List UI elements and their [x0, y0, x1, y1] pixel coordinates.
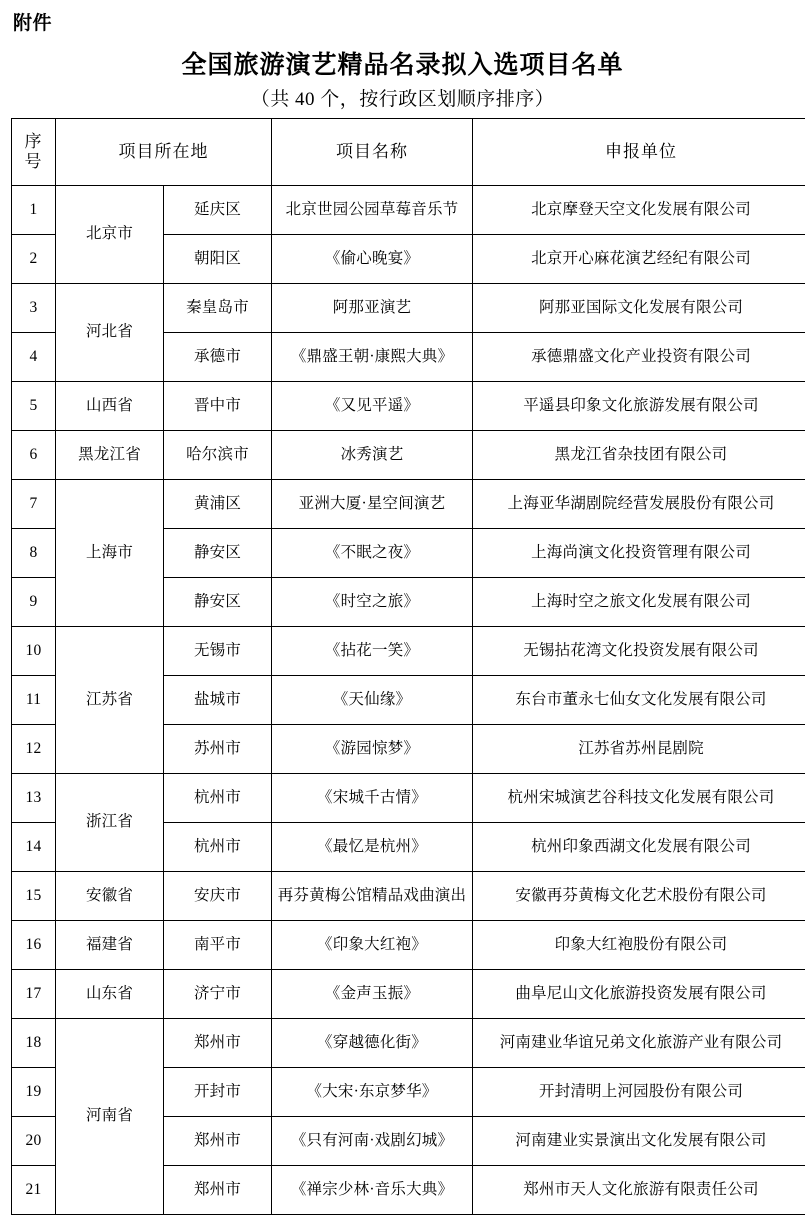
cell-province: 北京市 [56, 186, 164, 284]
cell-sequence: 4 [12, 333, 56, 382]
cell-city: 杭州市 [164, 823, 272, 872]
cell-province: 河南省 [56, 1019, 164, 1215]
cell-applicant-unit: 开封清明上河园股份有限公司 [473, 1068, 805, 1117]
cell-city: 无锡市 [164, 627, 272, 676]
cell-project-name: 《拈花一笑》 [272, 627, 473, 676]
cell-applicant-unit: 北京摩登天空文化发展有限公司 [473, 186, 805, 235]
cell-applicant-unit: 无锡拈花湾文化投资发展有限公司 [473, 627, 805, 676]
cell-project-name: 《偷心晚宴》 [272, 235, 473, 284]
table-body [12, 186, 805, 1215]
cell-sequence: 11 [12, 676, 56, 725]
cell-applicant-unit: 杭州印象西湖文化发展有限公司 [473, 823, 805, 872]
table-row [12, 431, 805, 480]
table-row [12, 921, 805, 970]
cell-project-name: 《又见平遥》 [272, 382, 473, 431]
cell-city: 盐城市 [164, 676, 272, 725]
cell-province: 山西省 [56, 382, 164, 431]
page-title: 全国旅游演艺精品名录拟入选项目名单 [0, 52, 805, 80]
cell-sequence: 5 [12, 382, 56, 431]
cell-project-name: 亚洲大厦·星空间演艺 [272, 480, 473, 529]
cell-project-name: 《穿越德化街》 [272, 1019, 473, 1068]
cell-applicant-unit: 郑州市天人文化旅游有限责任公司 [473, 1166, 805, 1215]
cell-sequence: 14 [12, 823, 56, 872]
cell-city: 秦皇岛市 [164, 284, 272, 333]
cell-city: 郑州市 [164, 1019, 272, 1068]
cell-city: 安庆市 [164, 872, 272, 921]
cell-applicant-unit: 北京开心麻花演艺经纪有限公司 [473, 235, 805, 284]
cell-applicant-unit: 阿那亚国际文化发展有限公司 [473, 284, 805, 333]
cell-applicant-unit: 东台市董永七仙女文化发展有限公司 [473, 676, 805, 725]
cell-province: 河北省 [56, 284, 164, 382]
cell-city: 静安区 [164, 529, 272, 578]
cell-project-name: 《禅宗少林·音乐大典》 [272, 1166, 473, 1215]
cell-city: 济宁市 [164, 970, 272, 1019]
cell-province: 上海市 [56, 480, 164, 627]
cell-applicant-unit: 安徽再芬黄梅文化艺术股份有限公司 [473, 872, 805, 921]
cell-applicant-unit: 江苏省苏州昆剧院 [473, 725, 805, 774]
column-header-project-name: 项目名称 [272, 119, 473, 186]
cell-sequence: 20 [12, 1117, 56, 1166]
cell-sequence: 10 [12, 627, 56, 676]
cell-project-name: 《天仙缘》 [272, 676, 473, 725]
cell-applicant-unit: 上海尚演文化投资管理有限公司 [473, 529, 805, 578]
cell-city: 郑州市 [164, 1117, 272, 1166]
cell-sequence: 8 [12, 529, 56, 578]
cell-project-name: 《最忆是杭州》 [272, 823, 473, 872]
column-header-sequence [12, 119, 56, 186]
cell-sequence: 17 [12, 970, 56, 1019]
cell-project-name: 《印象大红袍》 [272, 921, 473, 970]
cell-project-name: 再芬黄梅公馆精品戏曲演出 [272, 872, 473, 921]
cell-applicant-unit: 河南建业华谊兄弟文化旅游产业有限公司 [473, 1019, 805, 1068]
cell-applicant-unit: 印象大红袍股份有限公司 [473, 921, 805, 970]
project-listing-table [11, 118, 805, 1215]
cell-project-name: 《鼎盛王朝·康熙大典》 [272, 333, 473, 382]
cell-sequence: 15 [12, 872, 56, 921]
cell-city: 静安区 [164, 578, 272, 627]
listing-table-wrapper [11, 118, 793, 1215]
cell-sequence: 13 [12, 774, 56, 823]
table-row [12, 627, 805, 676]
cell-applicant-unit: 上海亚华湖剧院经营发展股份有限公司 [473, 480, 805, 529]
cell-city: 苏州市 [164, 725, 272, 774]
cell-applicant-unit: 黑龙江省杂技团有限公司 [473, 431, 805, 480]
cell-project-name: 北京世园公园草莓音乐节 [272, 186, 473, 235]
cell-city: 朝阳区 [164, 235, 272, 284]
cell-project-name: 《游园惊梦》 [272, 725, 473, 774]
table-row [12, 774, 805, 823]
cell-sequence: 3 [12, 284, 56, 333]
attachment-label: 附件 [13, 14, 52, 33]
table-row [12, 186, 805, 235]
cell-sequence: 21 [12, 1166, 56, 1215]
table-row [12, 872, 805, 921]
cell-province: 福建省 [56, 921, 164, 970]
column-header-applicant-unit: 申报单位 [473, 119, 805, 186]
table-row [12, 284, 805, 333]
cell-province: 安徽省 [56, 872, 164, 921]
cell-city: 郑州市 [164, 1166, 272, 1215]
table-row [12, 1019, 805, 1068]
cell-city: 承德市 [164, 333, 272, 382]
table-header-row [12, 119, 805, 186]
cell-sequence: 1 [12, 186, 56, 235]
cell-sequence: 2 [12, 235, 56, 284]
column-header-location: 项目所在地 [56, 119, 272, 186]
cell-applicant-unit: 杭州宋城演艺谷科技文化发展有限公司 [473, 774, 805, 823]
page-subtitle: （共 40 个，按行政区划顺序排序） [0, 90, 805, 111]
cell-project-name: 《大宋·东京梦华》 [272, 1068, 473, 1117]
sequence-header-line1: 序 [14, 132, 53, 152]
cell-city: 杭州市 [164, 774, 272, 823]
table-row [12, 382, 805, 431]
cell-sequence: 19 [12, 1068, 56, 1117]
cell-sequence: 7 [12, 480, 56, 529]
cell-province: 浙江省 [56, 774, 164, 872]
cell-project-name: 《金声玉振》 [272, 970, 473, 1019]
cell-sequence: 9 [12, 578, 56, 627]
table-row [12, 970, 805, 1019]
cell-city: 哈尔滨市 [164, 431, 272, 480]
cell-project-name: 阿那亚演艺 [272, 284, 473, 333]
cell-sequence: 18 [12, 1019, 56, 1068]
cell-applicant-unit: 河南建业实景演出文化发展有限公司 [473, 1117, 805, 1166]
cell-sequence: 16 [12, 921, 56, 970]
cell-city: 南平市 [164, 921, 272, 970]
cell-applicant-unit: 上海时空之旅文化发展有限公司 [473, 578, 805, 627]
cell-applicant-unit: 曲阜尼山文化旅游投资发展有限公司 [473, 970, 805, 1019]
cell-province: 江苏省 [56, 627, 164, 774]
cell-project-name: 《时空之旅》 [272, 578, 473, 627]
table-header [12, 119, 805, 186]
table-row [12, 480, 805, 529]
cell-project-name: 《不眠之夜》 [272, 529, 473, 578]
cell-project-name: 冰秀演艺 [272, 431, 473, 480]
cell-city: 延庆区 [164, 186, 272, 235]
cell-project-name: 《宋城千古情》 [272, 774, 473, 823]
cell-applicant-unit: 平遥县印象文化旅游发展有限公司 [473, 382, 805, 431]
cell-province: 山东省 [56, 970, 164, 1019]
cell-applicant-unit: 承德鼎盛文化产业投资有限公司 [473, 333, 805, 382]
cell-province: 黑龙江省 [56, 431, 164, 480]
cell-city: 黄浦区 [164, 480, 272, 529]
cell-sequence: 6 [12, 431, 56, 480]
cell-sequence: 12 [12, 725, 56, 774]
cell-project-name: 《只有河南·戏剧幻城》 [272, 1117, 473, 1166]
cell-city: 开封市 [164, 1068, 272, 1117]
cell-city: 晋中市 [164, 382, 272, 431]
sequence-header-line2: 号 [14, 152, 53, 172]
